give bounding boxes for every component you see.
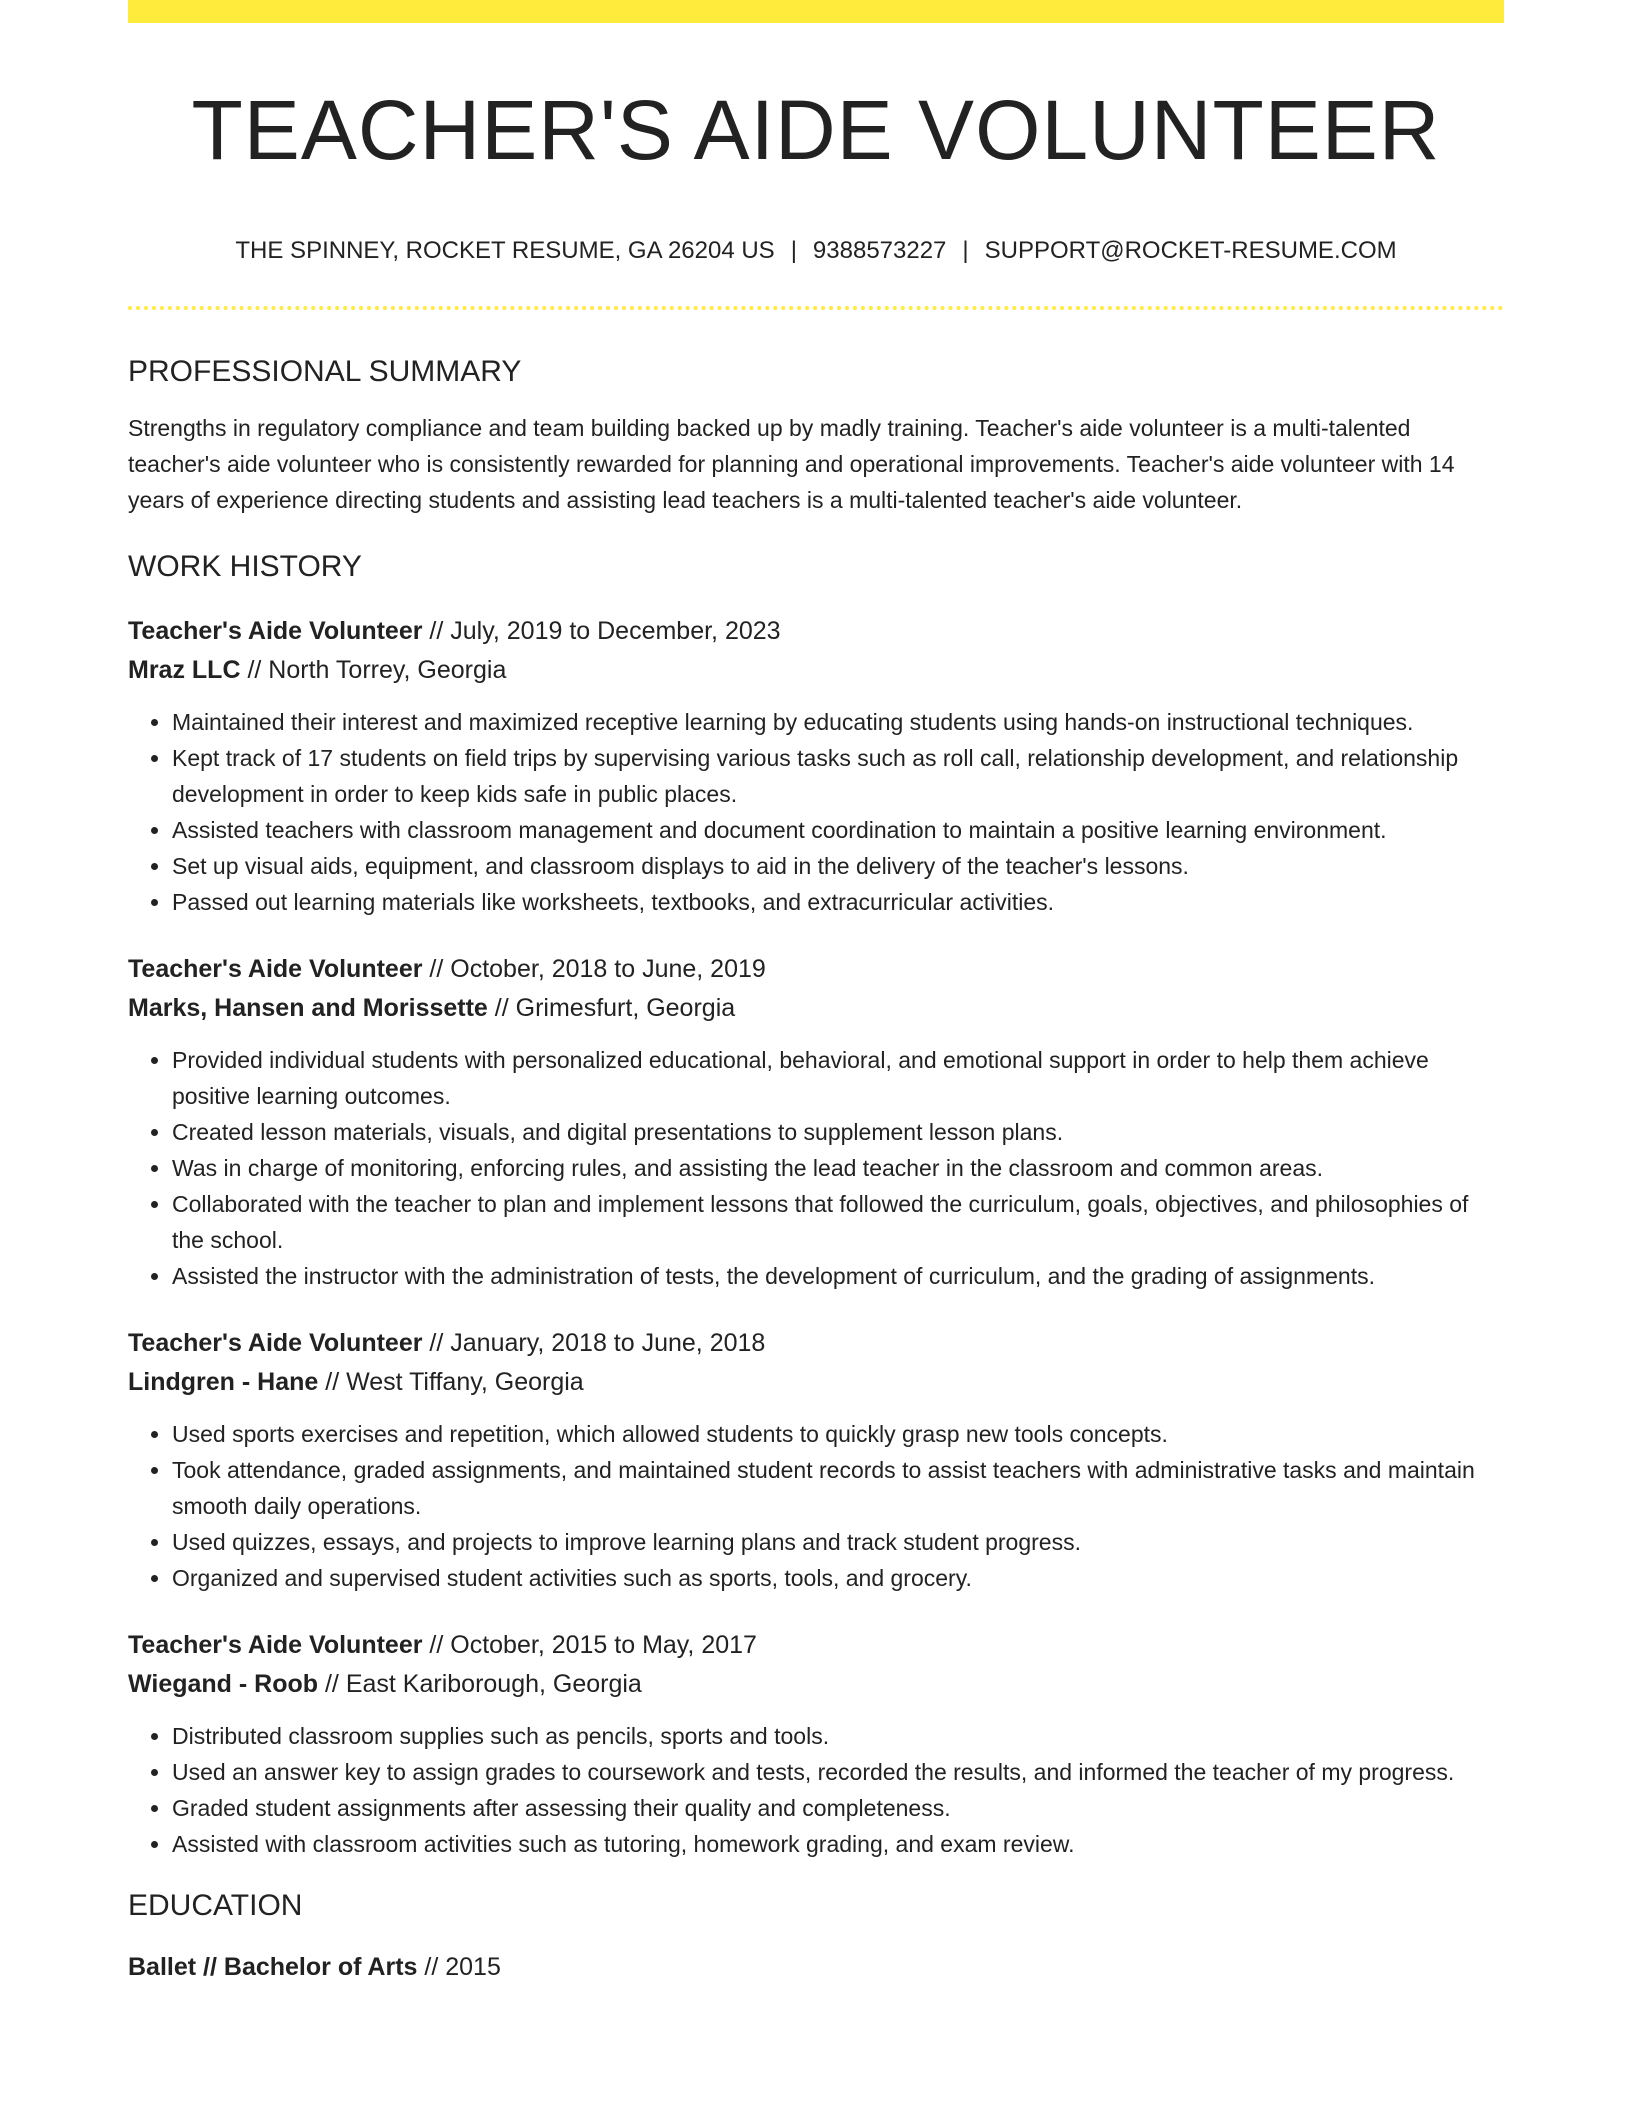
job-bullet: • Assisted teachers with classroom management and document coordination to maintain a positive learning environment. — [172, 812, 1504, 848]
work-history-heading: WORK HISTORY — [128, 550, 362, 583]
education-separator: // — [196, 1953, 224, 1981]
job-company-line — [128, 651, 1504, 690]
job-bullet: • Provided individual students with personalized educational, behavioral, and emotional support in order to help them achieve positive learning outcomes. — [172, 1042, 1504, 1114]
job-separator: // — [422, 1329, 451, 1357]
job-entry — [128, 612, 1504, 920]
job-dates: October, 2018 to June, 2019 — [450, 955, 766, 983]
education-field: Ballet — [128, 1953, 197, 1981]
education-heading: EDUCATION — [128, 1889, 303, 1922]
job-bullet: • Kept track of 17 students on field trips by supervising various tasks such as roll call, relationship development, and relationship development in order to keep kids safe in public places. — [172, 740, 1504, 812]
contact-line — [128, 236, 1504, 266]
job-dates: January, 2018 to June, 2018 — [450, 1329, 766, 1357]
job-bullet: • Maintained their interest and maximized receptive learning by educating students using hands-on instructional techniques. — [172, 704, 1504, 740]
resume-page — [128, 0, 1504, 1987]
resume-name: TEACHER'S AIDE VOLUNTEER — [191, 83, 1441, 177]
job-separator: // — [422, 1631, 451, 1659]
job-company: Wiegand - Roob — [128, 1670, 319, 1698]
job-company: Mraz LLC — [128, 656, 241, 684]
job-separator: // — [240, 656, 269, 684]
education-separator: // — [417, 1953, 446, 1981]
summary-heading: PROFESSIONAL SUMMARY — [128, 355, 522, 388]
education-degree: Bachelor of Arts — [223, 1953, 418, 1981]
education-year: 2015 — [445, 1953, 501, 1981]
job-separator: // — [318, 1368, 347, 1396]
job-bullet: • Collaborated with the teacher to plan and implement lessons that followed the curriculum, goals, objectives, and philosophies of the school. — [172, 1186, 1504, 1258]
job-title-line — [128, 612, 1504, 651]
job-separator: // — [422, 955, 451, 983]
job-bullet: • Created lesson materials, visuals, and digital presentations to supplement lesson plans. — [172, 1114, 1504, 1150]
job-separator: // — [318, 1670, 346, 1698]
job-bullet-list — [128, 1416, 1504, 1596]
job-dates: October, 2015 to May, 2017 — [450, 1631, 757, 1659]
job-entry — [128, 1324, 1504, 1596]
job-company: Marks, Hansen and Morissette — [128, 994, 488, 1022]
header-divider — [128, 306, 1504, 310]
job-bullet: • Used an answer key to assign grades to coursework and tests, recorded the results, and informed the teacher of my progress. — [172, 1754, 1504, 1790]
job-company-line — [128, 1363, 1504, 1402]
job-entry — [128, 950, 1504, 1294]
job-bullet: • Used sports exercises and repetition, which allowed students to quickly grasp new tools concepts. — [172, 1416, 1504, 1452]
job-bullet: • Distributed classroom supplies such as pencils, sports and tools. — [172, 1718, 1504, 1754]
job-entry — [128, 1626, 1504, 1862]
job-bullet: • Took attendance, graded assignments, and maintained student records to assist teachers with administrative tasks and maintain smooth daily operations. — [172, 1452, 1504, 1524]
job-location: North Torrey, Georgia — [268, 656, 507, 684]
job-bullet-list — [128, 1042, 1504, 1294]
job-bullet: • Assisted with classroom activities such as tutoring, homework grading, and exam review. — [172, 1826, 1504, 1862]
job-bullet-list — [128, 1718, 1504, 1862]
job-role: Teacher's Aide Volunteer — [128, 1329, 423, 1357]
contact-separator: | — [790, 237, 797, 264]
contact-address: THE SPINNEY, ROCKET RESUME, GA 26204 US — [235, 237, 775, 264]
education-list — [128, 1948, 1504, 1987]
job-location: Grimesfurt, Georgia — [515, 994, 736, 1022]
job-bullet: • Used quizzes, essays, and projects to improve learning plans and track student progress. — [172, 1524, 1504, 1560]
summary-text: Strengths in regulatory compliance and team building backed up by madly training. Teacher's aide volunteer is a multi-talented teacher's aide volunteer who is consistently rewarded for planning and operational improvements. Teacher's aide volunteer with 14 years of experience directing students and assisting lead teachers is a multi-talented teacher's aide volunteer. — [128, 415, 1455, 513]
job-bullet: • Graded student assignments after assessing their quality and completeness. — [172, 1790, 1504, 1826]
job-title-line — [128, 950, 1504, 989]
contact-separator: | — [962, 237, 969, 264]
job-role: Teacher's Aide Volunteer — [128, 617, 423, 645]
job-title-line — [128, 1626, 1504, 1665]
education-entry — [128, 1948, 1504, 1987]
contact-email: SUPPORT@ROCKET-RESUME.COM — [984, 237, 1397, 264]
job-role: Teacher's Aide Volunteer — [128, 955, 423, 983]
job-bullet: • Was in charge of monitoring, enforcing rules, and assisting the lead teacher in the classroom and common areas. — [172, 1150, 1504, 1186]
job-separator: // — [487, 994, 516, 1022]
job-bullet-list — [128, 704, 1504, 920]
job-company-line — [128, 989, 1504, 1028]
job-role: Teacher's Aide Volunteer — [128, 1631, 423, 1659]
job-bullet: • Passed out learning materials like worksheets, textbooks, and extracurricular activities. — [172, 884, 1504, 920]
work-history-list — [128, 612, 1504, 1862]
job-location: East Kariborough, Georgia — [345, 1670, 642, 1698]
job-title-line — [128, 1324, 1504, 1363]
job-bullet: • Organized and supervised student activities such as sports, tools, and grocery. — [172, 1560, 1504, 1596]
job-bullet: • Assisted the instructor with the administration of tests, the development of curriculum, and the grading of assignments. — [172, 1258, 1504, 1294]
job-location: West Tiffany, Georgia — [346, 1368, 584, 1396]
job-separator: // — [422, 617, 451, 645]
job-company-line — [128, 1665, 1504, 1704]
job-dates: July, 2019 to December, 2023 — [450, 617, 781, 645]
job-company: Lindgren - Hane — [128, 1368, 319, 1396]
job-bullet: • Set up visual aids, equipment, and classroom displays to aid in the delivery of the teacher's lessons. — [172, 848, 1504, 884]
contact-phone: 9388573227 — [812, 237, 947, 264]
